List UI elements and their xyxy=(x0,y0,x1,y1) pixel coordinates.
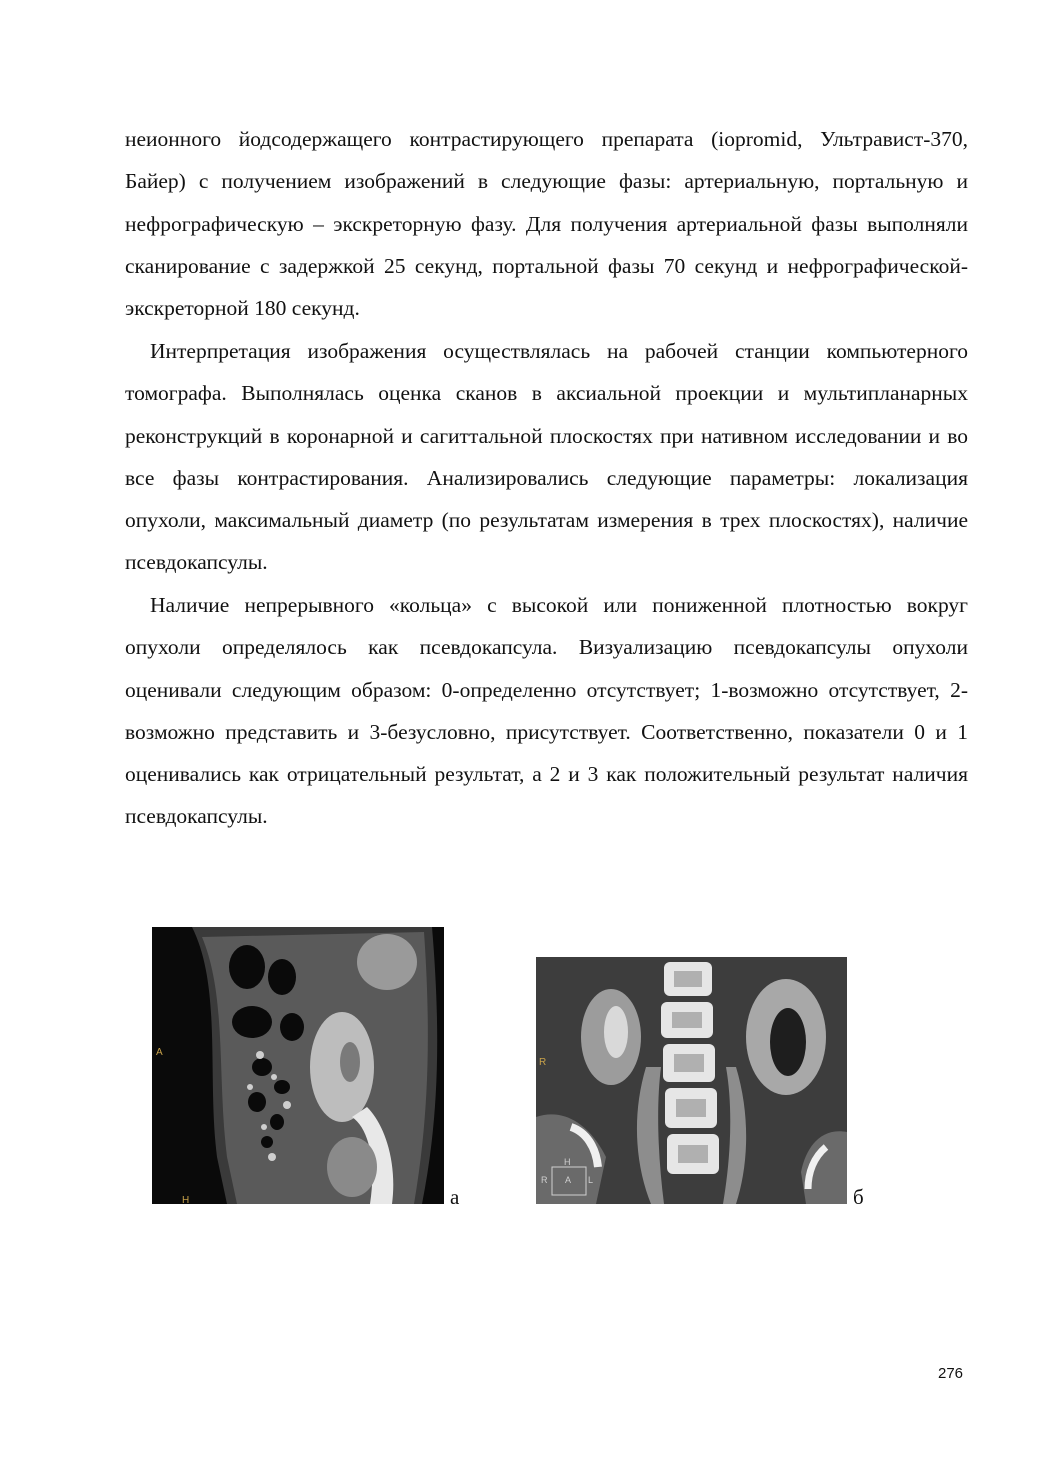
ct-sagittal-drawing xyxy=(152,927,444,1204)
paragraph-1: неионного йодсодержащего контрастирующего препарата (iopromid, Ультравист-370, Байер) с получением изображений в следующие фазы: артериальную, портальную и нефрографическую – экскреторную фазу. Для получения артериальной фазы выполняли сканирование с задержкой 25 секунд, портальной фазы 70 секунд и нефрографической-экскреторной 180 секунд. xyxy=(125,127,968,321)
cube-left-label: R xyxy=(541,1175,548,1185)
paragraph-2: Интерпретация изображения осуществлялась на рабочей станции компьютерного томографа. Выполнялась оценка сканов в аксиальной проекции и мультипланарных реконструкций в коронарной и сагиттальной плоскостях при нативном исследовании и во все фазы контрастирования. Анализировались следующие параметры: локализация опухоли, максимальный диаметр (по результатам измерения в трех плоскостях), наличие псевдокапсулы. xyxy=(125,339,968,575)
page-number: 276 xyxy=(938,1365,964,1382)
paragraph-3: Наличие непрерывного «кольца» с высокой или пониженной плотностью вокруг опухоли определялось как псевдокапсула. Визуализацию псевдокапсулы опухоли оценивали следующим образом: 0-определенно отсутствует; 1-возможно отсутствует, 2-возможно представить и 3-безусловно, присутствует. Соответственно, показатели 0 и 1 оценивались как отрицательный результат, а 2 и 3 как положительный результат наличия псевдокапсулы. xyxy=(125,593,968,829)
caption-a: а xyxy=(450,1185,460,1209)
cube-top-label: H xyxy=(564,1157,571,1167)
cube-center-label: A xyxy=(565,1175,572,1185)
ct-coronal-drawing xyxy=(536,957,847,1204)
caption-b: б xyxy=(853,1185,864,1209)
bottom-label-a: H xyxy=(182,1195,190,1204)
ct-image-sagittal xyxy=(152,927,444,1204)
ct-image-coronal xyxy=(536,957,847,1204)
cube-right-label: L xyxy=(588,1175,594,1185)
orientation-label-b: R xyxy=(539,1057,547,1068)
orientation-label-a: A xyxy=(156,1047,163,1058)
